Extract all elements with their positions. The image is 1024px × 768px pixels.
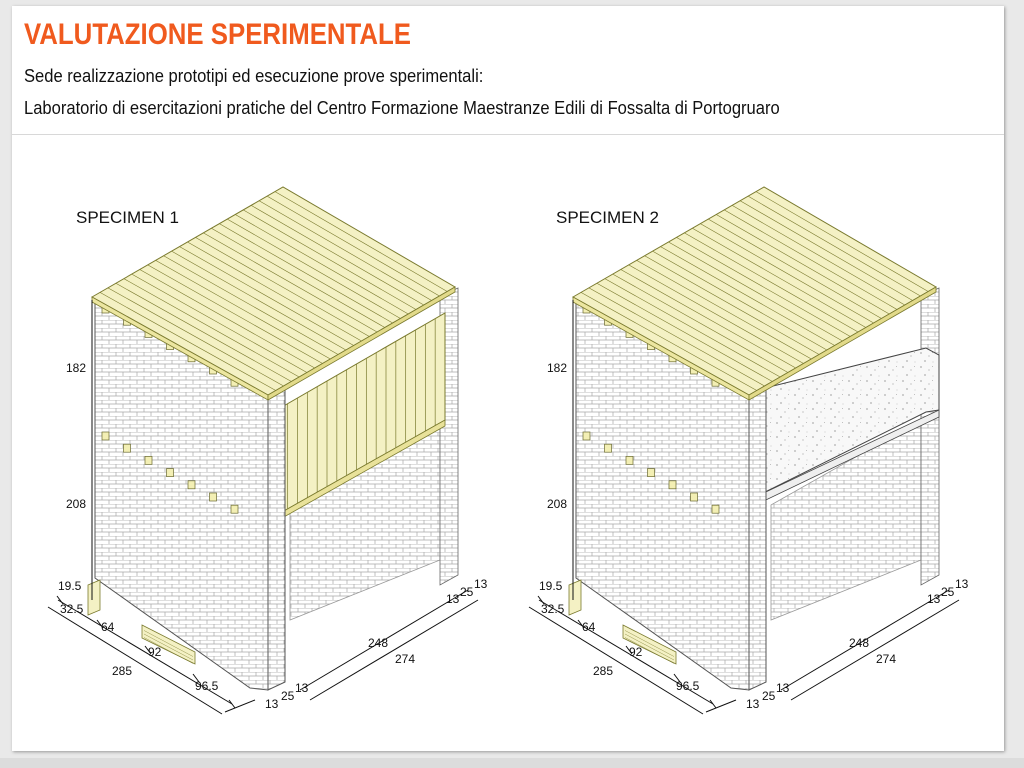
dim-label-left-total: 285 [593,664,614,678]
dim-label-h-base: 19.5 [58,579,82,593]
dim-label-left-d: 96.5 [676,679,700,693]
subtitle-line-2: Laboratorio di esercitazioni pratiche del Centro Formazione Maestranze Edili di Fossalta di Portogruaro [24,98,780,118]
dim-label-h-lower: 208 [547,497,568,511]
dim-label-left-a: 32.5 [541,602,565,616]
dim-right-outer [310,600,478,700]
dim-tick [710,700,716,708]
front-pier [749,390,766,690]
wall-socket [583,432,590,440]
dim-label-pier-a: 13 [265,697,279,711]
specimen-1 [48,187,488,714]
wall-socket [626,456,633,464]
dim-label-pier-c: 13 [295,681,309,695]
dim-label-h-upper: 182 [66,361,87,375]
dim-label-h-lower: 208 [66,497,87,511]
wall-socket [231,505,238,513]
wall-socket [605,444,612,452]
dim-label-back-a: 13 [446,592,460,606]
specimen-2 [529,187,969,714]
dim-label-left-c: 92 [629,645,643,659]
wall-socket [210,493,217,501]
wall-socket [669,481,676,489]
dim-tick [229,700,235,708]
dim-label-left-b: 64 [101,620,115,634]
dim-label-h-base: 19.5 [539,579,563,593]
dim-label-back-c: 13 [474,577,488,591]
wall-socket [188,481,195,489]
base-plate-left [88,580,100,615]
dim-label-back-b: 25 [941,585,955,599]
dim-label-pier-c: 13 [776,681,790,695]
wall-socket [167,469,174,477]
dim-label-right-a: 248 [368,636,389,650]
dim-label-pier-a: 13 [746,697,760,711]
dim-label-left-total: 285 [112,664,133,678]
wall-socket [691,493,698,501]
dim-label-right-a: 248 [849,636,870,650]
dim-label-left-c: 92 [148,645,162,659]
dim-left-tick [225,700,255,712]
wall-socket [124,444,131,452]
specimen-2-label: SPECIMEN 2 [556,208,659,227]
wall-socket [712,505,719,513]
back-column [921,288,939,585]
page-title: VALUTAZIONE SPERIMENTALE [24,18,411,51]
dim-label-pier-b: 25 [762,689,776,703]
dim-label-left-a: 32.5 [60,602,84,616]
bottom-bar [0,758,1024,768]
base-plate-left [569,580,581,615]
dim-left-tick [706,700,736,712]
dim-label-right-total: 274 [395,652,416,666]
dim-label-left-b: 64 [582,620,596,634]
dim-right-outer [791,600,959,700]
dim-label-left-d: 96.5 [195,679,219,693]
dim-label-back-b: 25 [460,585,474,599]
subtitle-line-1: Sede realizzazione prototipi ed esecuzione prove sperimentali: [24,66,484,86]
dim-label-back-a: 13 [927,592,941,606]
wall-socket [648,469,655,477]
dim-label-h-upper: 182 [547,361,568,375]
wall-socket [102,432,109,440]
dim-label-pier-b: 25 [281,689,295,703]
specimen-1-label: SPECIMEN 1 [76,208,179,227]
wall-socket [145,456,152,464]
dim-label-right-total: 274 [876,652,897,666]
dim-label-back-c: 13 [955,577,969,591]
front-pier [268,390,285,690]
